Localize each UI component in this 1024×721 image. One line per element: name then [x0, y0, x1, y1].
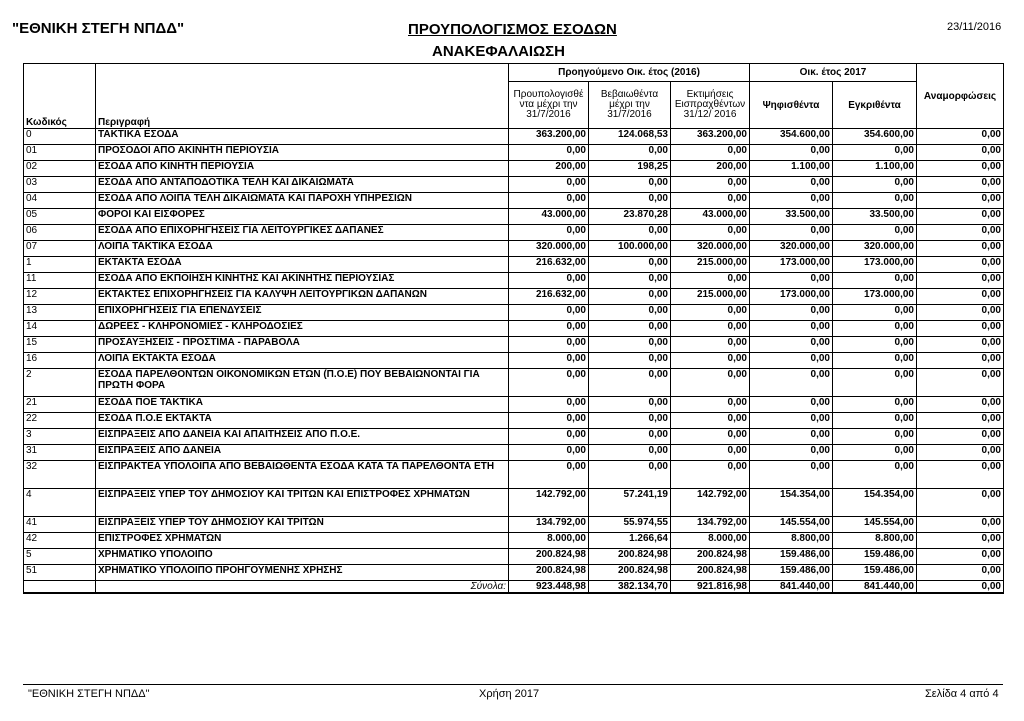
- cell-voted: 0,00: [750, 225, 833, 241]
- cell-estimates: 0,00: [671, 445, 750, 461]
- cell-estimates: 215.000,00: [671, 257, 750, 273]
- cell-voted: 173.000,00: [750, 257, 833, 273]
- cell-budgeted: 216.632,00: [509, 289, 589, 305]
- table-row: [24, 533, 1004, 549]
- col-header-code: Κωδικός: [24, 64, 96, 129]
- row-description: ΕΙΣΠΡΑΞΕΙΣ ΑΠΟ ΔΑΝΕΙΑ: [96, 445, 509, 461]
- cell-approved: 0,00: [833, 397, 917, 413]
- cell-budgeted: 200,00: [509, 161, 589, 177]
- cell-voted: 154.354,00: [750, 489, 833, 517]
- cell-revisions: 0,00: [917, 161, 1004, 177]
- cell-voted: 159.486,00: [750, 549, 833, 565]
- cell-revisions: 0,00: [917, 413, 1004, 429]
- row-description: ΕΠΙΧΟΡΗΓΗΣΕΙΣ ΓΙΑ ΕΠΕΝΔΥΣΕΙΣ: [96, 305, 509, 321]
- cell-voted: 1.100,00: [750, 161, 833, 177]
- cell-budgeted: 0,00: [509, 193, 589, 209]
- cell-revisions: 0,00: [917, 209, 1004, 225]
- cell-estimates: 0,00: [671, 353, 750, 369]
- cell-assessed: 100.000,00: [589, 241, 671, 257]
- cell-approved: 159.486,00: [833, 549, 917, 565]
- cell-assessed: 1.266,64: [589, 533, 671, 549]
- cell-budgeted: 134.792,00: [509, 517, 589, 533]
- cell-assessed: 23.870,28: [589, 209, 671, 225]
- col-header-revisions: Αναμορφώσεις: [917, 64, 1004, 129]
- cell-estimates: 8.000,00: [671, 533, 750, 549]
- footer-organization: "ΕΘΝΙΚΗ ΣΤΕΓΗ ΝΠΔΔ": [28, 688, 150, 700]
- row-description: ΕΣΟΔΑ ΑΠΟ ΕΠΙΧΟΡΗΓΗΣΕΙΣ ΓΙΑ ΛΕΙΤΟΥΡΓΙΚΕΣ ΔΑΠΑΝΕΣ: [96, 225, 509, 241]
- cell-estimates: 0,00: [671, 273, 750, 289]
- cell-revisions: 0,00: [917, 257, 1004, 273]
- row-description: ΕΙΣΠΡΑΞΕΙΣ ΥΠΕΡ ΤΟΥ ΔΗΜΟΣΙΟΥ ΚΑΙ ΤΡΙΤΩΝ: [96, 517, 509, 533]
- cell-assessed: 198,25: [589, 161, 671, 177]
- cell-budgeted: 0,00: [509, 337, 589, 353]
- table-row: [24, 549, 1004, 565]
- cell-assessed: 200.824,98: [589, 549, 671, 565]
- cell-approved: 0,00: [833, 321, 917, 337]
- row-description: ΕΣΟΔΑ ΑΠΟ ΛΟΙΠΑ ΤΕΛΗ ΔΙΚΑΙΩΜΑΤΑ ΚΑΙ ΠΑΡΟΧΗ ΥΠΗΡΕΣΙΩΝ: [96, 193, 509, 209]
- cell-budgeted: 216.632,00: [509, 257, 589, 273]
- row-code: 31: [24, 445, 96, 461]
- row-description: ΠΡΟΣΑΥΞΗΣΕΙΣ - ΠΡΟΣΤΙΜΑ - ΠΑΡΑΒΟΛΑ: [96, 337, 509, 353]
- cell-estimates: 0,00: [671, 461, 750, 489]
- cell-approved: 145.554,00: [833, 517, 917, 533]
- cell-revisions: 0,00: [917, 565, 1004, 581]
- table-body: [24, 129, 1004, 594]
- col-header-voted: Ψηφισθέντα: [750, 82, 833, 129]
- cell-approved: 159.486,00: [833, 565, 917, 581]
- row-description: ΕΚΤΑΚΤΕΣ ΕΠΙΧΟΡΗΓΗΣΕΙΣ ΓΙΑ ΚΑΛΥΨΗ ΛΕΙΤΟΥΡΓΙΚΩΝ ΔΑΠΑΝΩΝ: [96, 289, 509, 305]
- table-row: [24, 337, 1004, 353]
- row-code: 5: [24, 549, 96, 565]
- row-description: ΦΟΡΟΙ ΚΑΙ ΕΙΣΦΟΡΕΣ: [96, 209, 509, 225]
- cell-assessed: 0,00: [589, 461, 671, 489]
- cell-voted: 0,00: [750, 445, 833, 461]
- cell-revisions: 0,00: [917, 533, 1004, 549]
- cell-approved: 1.100,00: [833, 161, 917, 177]
- cell-estimates: 0,00: [671, 321, 750, 337]
- cell-revisions: 0,00: [917, 193, 1004, 209]
- cell-estimates: 200,00: [671, 161, 750, 177]
- cell-voted: 0,00: [750, 337, 833, 353]
- cell-estimates: 200.824,98: [671, 549, 750, 565]
- row-description: ΠΡΟΣΟΔΟΙ ΑΠΟ ΑΚΙΝΗΤΗ ΠΕΡΙΟΥΣΙΑ: [96, 145, 509, 161]
- table-row: [24, 461, 1004, 489]
- table-row: [24, 225, 1004, 241]
- footer-page-number: Σελίδα 4 από 4: [925, 688, 999, 700]
- cell-estimates: 0,00: [671, 225, 750, 241]
- row-description: ΛΟΙΠΑ ΤΑΚΤΙΚΑ ΕΣΟΔΑ: [96, 241, 509, 257]
- cell-assessed: 0,00: [589, 305, 671, 321]
- table-row: [24, 161, 1004, 177]
- cell-approved: 0,00: [833, 445, 917, 461]
- cell-voted: 0,00: [750, 461, 833, 489]
- cell-estimates: 0,00: [671, 177, 750, 193]
- cell-revisions: 0,00: [917, 305, 1004, 321]
- row-description: ΕΙΣΠΡΑΞΕΙΣ ΑΠΟ ΔΑΝΕΙΑ ΚΑΙ ΑΠΑΙΤΗΣΕΙΣ ΑΠΟ Π.Ο.Ε.: [96, 429, 509, 445]
- table-row: [24, 257, 1004, 273]
- cell-estimates: 142.792,00: [671, 489, 750, 517]
- cell-revisions: 0,00: [917, 517, 1004, 533]
- table-row: [24, 241, 1004, 257]
- cell-assessed: 55.974,55: [589, 517, 671, 533]
- cell-revisions: 0,00: [917, 177, 1004, 193]
- cell-assessed: 0,00: [589, 257, 671, 273]
- cell-budgeted: 0,00: [509, 353, 589, 369]
- row-code: 12: [24, 289, 96, 305]
- footer-fiscal-year: Χρήση 2017: [479, 688, 540, 700]
- cell-estimates: 0,00: [671, 413, 750, 429]
- cell-revisions: 0,00: [917, 397, 1004, 413]
- cell-approved: 173.000,00: [833, 289, 917, 305]
- row-description: ΛΟΙΠΑ ΕΚΤΑΚΤΑ ΕΣΟΔΑ: [96, 353, 509, 369]
- cell-budgeted: 0,00: [509, 445, 589, 461]
- total-voted: 841.440,00: [750, 581, 833, 594]
- cell-estimates: 0,00: [671, 429, 750, 445]
- cell-voted: 0,00: [750, 305, 833, 321]
- cell-budgeted: 0,00: [509, 413, 589, 429]
- row-code: 51: [24, 565, 96, 581]
- report-title: ΠΡΟΥΠΟΛΟΓΙΣΜΟΣ ΕΣΟΔΩΝ: [408, 21, 617, 38]
- cell-assessed: 0,00: [589, 289, 671, 305]
- cell-budgeted: 363.200,00: [509, 129, 589, 145]
- cell-approved: 0,00: [833, 145, 917, 161]
- row-description: ΔΩΡΕΕΣ - ΚΛΗΡΟΝΟΜΙΕΣ - ΚΛΗΡΟΔΟΣΙΕΣ: [96, 321, 509, 337]
- cell-voted: 0,00: [750, 273, 833, 289]
- cell-budgeted: 0,00: [509, 225, 589, 241]
- total-assessed: 382.134,70: [589, 581, 671, 594]
- cell-revisions: 0,00: [917, 489, 1004, 517]
- cell-revisions: 0,00: [917, 225, 1004, 241]
- cell-revisions: 0,00: [917, 241, 1004, 257]
- row-code: 41: [24, 517, 96, 533]
- table-row: [24, 565, 1004, 581]
- cell-voted: 0,00: [750, 145, 833, 161]
- cell-assessed: 0,00: [589, 445, 671, 461]
- row-code: 42: [24, 533, 96, 549]
- row-description: ΕΣΟΔΑ Π.Ο.Ε ΕΚΤΑΚΤΑ: [96, 413, 509, 429]
- total-revisions: 0,00: [917, 581, 1004, 594]
- row-description: ΕΠΙΣΤΡΟΦΕΣ ΧΡΗΜΑΤΩΝ: [96, 533, 509, 549]
- row-description: ΕΣΟΔΑ ΑΠΟ ΕΚΠΟΙΗΣΗ ΚΙΝΗΤΗΣ ΚΑΙ ΑΚΙΝΗΤΗΣ ΠΕΡΙΟΥΣΙΑΣ: [96, 273, 509, 289]
- cell-approved: 0,00: [833, 305, 917, 321]
- cell-approved: 0,00: [833, 225, 917, 241]
- row-description: ΕΙΣΠΡΑΚΤΕΑ ΥΠΟΛΟΙΠΑ ΑΠΟ ΒΕΒΑΙΩΘΕΝΤΑ ΕΣΟΔΑ ΚΑΤΑ ΤΑ ΠΑΡΕΛΘΟΝΤΑ ΕΤΗ: [96, 461, 509, 489]
- cell-assessed: 0,00: [589, 413, 671, 429]
- cell-budgeted: 0,00: [509, 145, 589, 161]
- cell-approved: 0,00: [833, 353, 917, 369]
- cell-assessed: 0,00: [589, 145, 671, 161]
- row-code: 1: [24, 257, 96, 273]
- cell-assessed: 0,00: [589, 353, 671, 369]
- cell-revisions: 0,00: [917, 129, 1004, 145]
- row-code: 04: [24, 193, 96, 209]
- row-description: ΕΣΟΔΑ ΑΠΟ ΚΙΝΗΤΗ ΠΕΡΙΟΥΣΙΑ: [96, 161, 509, 177]
- cell-revisions: 0,00: [917, 445, 1004, 461]
- table-row: [24, 489, 1004, 517]
- table-row: [24, 305, 1004, 321]
- total-approved: 841.440,00: [833, 581, 917, 594]
- cell-revisions: 0,00: [917, 429, 1004, 445]
- row-code: 16: [24, 353, 96, 369]
- row-code: 13: [24, 305, 96, 321]
- cell-budgeted: 0,00: [509, 305, 589, 321]
- cell-assessed: 57.241,19: [589, 489, 671, 517]
- cell-estimates: 43.000,00: [671, 209, 750, 225]
- col-group-current-year: Οικ. έτος 2017: [750, 64, 917, 82]
- cell-approved: 0,00: [833, 337, 917, 353]
- cell-assessed: 0,00: [589, 369, 671, 397]
- cell-approved: 0,00: [833, 177, 917, 193]
- row-description: ΕΣΟΔΑ ΠΟΕ ΤΑΚΤΙΚΑ: [96, 397, 509, 413]
- cell-approved: 173.000,00: [833, 257, 917, 273]
- cell-approved: 0,00: [833, 413, 917, 429]
- table-row: [24, 413, 1004, 429]
- cell-assessed: 0,00: [589, 225, 671, 241]
- table-row: [24, 193, 1004, 209]
- cell-voted: 0,00: [750, 413, 833, 429]
- report-date: 23/11/2016: [947, 21, 1002, 33]
- cell-assessed: 0,00: [589, 273, 671, 289]
- cell-budgeted: 200.824,98: [509, 549, 589, 565]
- cell-assessed: 124.068,53: [589, 129, 671, 145]
- cell-revisions: 0,00: [917, 145, 1004, 161]
- row-code: 0: [24, 129, 96, 145]
- cell-voted: 8.800,00: [750, 533, 833, 549]
- cell-assessed: 0,00: [589, 429, 671, 445]
- cell-assessed: 0,00: [589, 193, 671, 209]
- totals-row: [24, 581, 1004, 594]
- row-description: ΕΚΤΑΚΤΑ ΕΣΟΔΑ: [96, 257, 509, 273]
- revenue-budget-table: [23, 63, 1004, 594]
- cell-assessed: 0,00: [589, 337, 671, 353]
- cell-revisions: 0,00: [917, 353, 1004, 369]
- cell-estimates: 134.792,00: [671, 517, 750, 533]
- cell-estimates: 0,00: [671, 305, 750, 321]
- cell-revisions: 0,00: [917, 369, 1004, 397]
- table-row: [24, 517, 1004, 533]
- cell-voted: 0,00: [750, 177, 833, 193]
- cell-voted: 0,00: [750, 429, 833, 445]
- cell-budgeted: 43.000,00: [509, 209, 589, 225]
- cell-budgeted: 0,00: [509, 321, 589, 337]
- cell-voted: 173.000,00: [750, 289, 833, 305]
- cell-estimates: 363.200,00: [671, 129, 750, 145]
- table-row: [24, 273, 1004, 289]
- cell-revisions: 0,00: [917, 289, 1004, 305]
- cell-budgeted: 8.000,00: [509, 533, 589, 549]
- cell-budgeted: 200.824,98: [509, 565, 589, 581]
- cell-approved: 320.000,00: [833, 241, 917, 257]
- cell-budgeted: 320.000,00: [509, 241, 589, 257]
- row-code: 11: [24, 273, 96, 289]
- organization-name: "ΕΘΝΙΚΗ ΣΤΕΓΗ ΝΠΔΔ": [12, 20, 185, 37]
- row-code: 01: [24, 145, 96, 161]
- col-header-description: Περιγραφή: [96, 64, 509, 129]
- cell-budgeted: 0,00: [509, 273, 589, 289]
- cell-revisions: 0,00: [917, 337, 1004, 353]
- row-code: 22: [24, 413, 96, 429]
- cell-assessed: 0,00: [589, 177, 671, 193]
- row-code: 05: [24, 209, 96, 225]
- cell-budgeted: 142.792,00: [509, 489, 589, 517]
- total-estimates: 921.816,98: [671, 581, 750, 594]
- table-row: [24, 177, 1004, 193]
- total-budgeted: 923.448,98: [509, 581, 589, 594]
- col-header-budgeted: Προυπολογισθέ ντα μέχρι την 31/7/2016: [509, 82, 589, 129]
- row-code: 2: [24, 369, 96, 397]
- cell-approved: 0,00: [833, 461, 917, 489]
- row-description: ΕΙΣΠΡΑΞΕΙΣ ΥΠΕΡ ΤΟΥ ΔΗΜΟΣΙΟΥ ΚΑΙ ΤΡΙΤΩΝ ΚΑΙ ΕΠΙΣΤΡΟΦΕΣ ΧΡΗΜΑΤΩΝ: [96, 489, 509, 517]
- cell-voted: 354.600,00: [750, 129, 833, 145]
- cell-estimates: 0,00: [671, 397, 750, 413]
- cell-budgeted: 0,00: [509, 177, 589, 193]
- cell-voted: 33.500,00: [750, 209, 833, 225]
- totals-blank: [24, 581, 96, 594]
- row-code: 03: [24, 177, 96, 193]
- row-description: ΧΡΗΜΑΤΙΚΟ ΥΠΟΛΟΙΠΟ ΠΡΟΗΓΟΥΜΕΝΗΣ ΧΡΗΣΗΣ: [96, 565, 509, 581]
- cell-approved: 8.800,00: [833, 533, 917, 549]
- col-group-previous-year: Προηγούμενο Οικ. έτος (2016): [509, 64, 750, 82]
- table-row: [24, 145, 1004, 161]
- cell-estimates: 0,00: [671, 145, 750, 161]
- cell-voted: 0,00: [750, 193, 833, 209]
- cell-budgeted: 0,00: [509, 369, 589, 397]
- row-code: 4: [24, 489, 96, 517]
- cell-revisions: 0,00: [917, 461, 1004, 489]
- table-row: [24, 209, 1004, 225]
- cell-estimates: 320.000,00: [671, 241, 750, 257]
- cell-voted: 159.486,00: [750, 565, 833, 581]
- row-code: 06: [24, 225, 96, 241]
- cell-approved: 154.354,00: [833, 489, 917, 517]
- footer-rule: [23, 684, 1003, 685]
- cell-approved: 0,00: [833, 273, 917, 289]
- table-row: [24, 321, 1004, 337]
- row-description: ΤΑΚΤΙΚΑ ΕΣΟΔΑ: [96, 129, 509, 145]
- table-row: [24, 397, 1004, 413]
- cell-assessed: 0,00: [589, 397, 671, 413]
- totals-label: Σύνολα:: [96, 581, 509, 594]
- row-code: 07: [24, 241, 96, 257]
- row-code: 15: [24, 337, 96, 353]
- row-code: 21: [24, 397, 96, 413]
- row-description: ΕΣΟΔΑ ΑΠΟ ΑΝΤΑΠΟΔΟΤΙΚΑ ΤΕΛΗ ΚΑΙ ΔΙΚΑΙΩΜΑΤΑ: [96, 177, 509, 193]
- row-code: 02: [24, 161, 96, 177]
- cell-voted: 320.000,00: [750, 241, 833, 257]
- report-subtitle: ΑΝΑΚΕΦΑΛΑΙΩΣΗ: [432, 43, 565, 60]
- table-row: [24, 445, 1004, 461]
- cell-approved: 0,00: [833, 193, 917, 209]
- cell-voted: 0,00: [750, 353, 833, 369]
- cell-estimates: 0,00: [671, 337, 750, 353]
- cell-assessed: 200.824,98: [589, 565, 671, 581]
- cell-approved: 354.600,00: [833, 129, 917, 145]
- col-header-assessed: Βεβαιωθέντα μέχρι την 31/7/2016: [589, 82, 671, 129]
- cell-voted: 145.554,00: [750, 517, 833, 533]
- cell-estimates: 215.000,00: [671, 289, 750, 305]
- col-header-approved: Εγκριθέντα: [833, 82, 917, 129]
- table-row: [24, 429, 1004, 445]
- row-code: 3: [24, 429, 96, 445]
- row-code: 14: [24, 321, 96, 337]
- table-row: [24, 289, 1004, 305]
- cell-voted: 0,00: [750, 397, 833, 413]
- cell-budgeted: 0,00: [509, 429, 589, 445]
- cell-revisions: 0,00: [917, 321, 1004, 337]
- cell-estimates: 0,00: [671, 369, 750, 397]
- cell-voted: 0,00: [750, 369, 833, 397]
- cell-assessed: 0,00: [589, 321, 671, 337]
- cell-voted: 0,00: [750, 321, 833, 337]
- row-description: ΧΡΗΜΑΤΙΚΟ ΥΠΟΛΟΙΠΟ: [96, 549, 509, 565]
- row-description: ΕΣΟΔΑ ΠΑΡΕΛΘΟΝΤΩΝ ΟΙΚΟΝΟΜΙΚΩΝ ΕΤΩΝ (Π.Ο.Ε) ΠΟΥ ΒΕΒΑΙΩΝΟΝΤΑΙ ΓΙΑ ΠΡΩΤΗ ΦΟΡΑ: [96, 369, 509, 397]
- table-row: [24, 129, 1004, 145]
- cell-budgeted: 0,00: [509, 397, 589, 413]
- cell-approved: 33.500,00: [833, 209, 917, 225]
- cell-revisions: 0,00: [917, 549, 1004, 565]
- cell-revisions: 0,00: [917, 273, 1004, 289]
- cell-budgeted: 0,00: [509, 461, 589, 489]
- cell-approved: 0,00: [833, 369, 917, 397]
- cell-estimates: 0,00: [671, 193, 750, 209]
- table-row: [24, 369, 1004, 397]
- cell-approved: 0,00: [833, 429, 917, 445]
- table-row: [24, 353, 1004, 369]
- row-code: 32: [24, 461, 96, 489]
- cell-estimates: 200.824,98: [671, 565, 750, 581]
- col-header-estimates: Εκτιμήσεις Εισπραχθέντων 31/12/ 2016: [671, 82, 750, 129]
